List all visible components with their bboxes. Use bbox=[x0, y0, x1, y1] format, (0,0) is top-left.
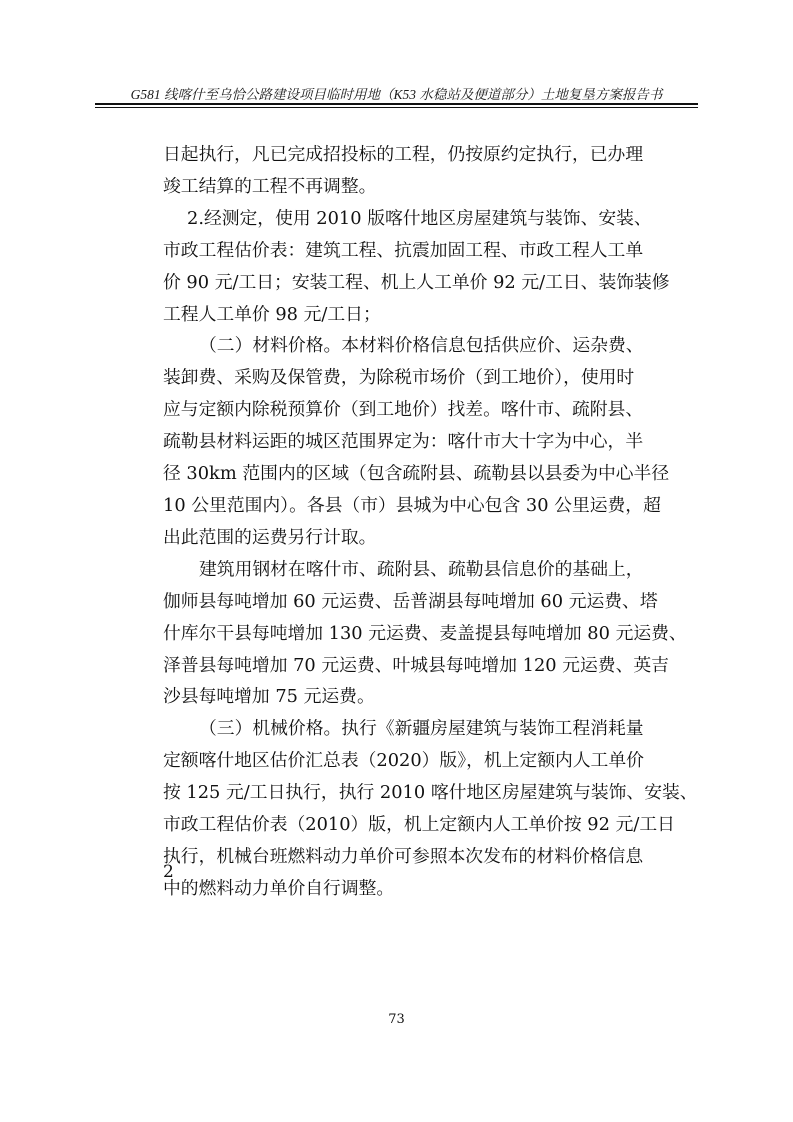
text-line: 价 90 元/工日；安装工程、机上人工单价 92 元/工日、装饰装修 bbox=[163, 271, 670, 293]
text-line: 执行，机械台班燃料动力单价可参照本次发布的材料价格信息 bbox=[163, 845, 644, 867]
text-line: 工程人工单价 98 元/工日； bbox=[163, 303, 381, 325]
text-line: 中的燃料动力单价自行调整。 bbox=[163, 877, 395, 899]
text-line: 日起执行，凡已完成招投标的工程，仍按原约定执行，已办理 bbox=[163, 144, 644, 165]
header-rule-thick bbox=[95, 103, 698, 105]
text-line: 装卸费、采购及保管费，为除税市场价（到工地价），使用时 bbox=[163, 367, 635, 389]
text-line: 按 125 元/工日执行，执行 2010 喀什地区房屋建筑与装饰、安装、 bbox=[163, 782, 698, 804]
header-rule-thin bbox=[95, 107, 698, 108]
text-line: （二）材料价格。本材料价格信息包括供应价、运杂费、 bbox=[199, 335, 644, 357]
text-line: 10 公里范围内）。各县（市）县城为中心包含 30 公里运费，超 bbox=[163, 494, 661, 516]
text-line: 定额喀什地区估价汇总表（2020）版》，机上定额内人工单价 bbox=[163, 750, 644, 772]
text-line: 出此范围的运费另行计取。 bbox=[163, 526, 377, 548]
text-line: 沙县每吨增加 75 元运费。 bbox=[163, 686, 375, 708]
body-text bbox=[163, 139, 698, 905]
text-line: 建筑用钢材在喀什市、疏附县、疏勒县信息价的基础上， bbox=[199, 558, 644, 580]
running-header: G581 线喀什至乌恰公路建设项目临时用地（K53 水稳站及便道部分）土地复垦方案报告书 bbox=[130, 87, 663, 102]
text-line: 径 30km 范围内的区域（包含疏附县、疏勒县以县委为中心半径 bbox=[163, 463, 670, 485]
section-mark: 2 bbox=[163, 862, 174, 882]
text-line: （三）机械价格。执行《新疆房屋建筑与装饰工程消耗量 bbox=[199, 718, 644, 740]
text-line: 市政工程估价表（2010）版，机上定额内人工单价按 92 元/工日 bbox=[163, 814, 675, 836]
text-line: 应与定额内除税预算价（到工地价）找差。喀什市、疏附县、 bbox=[163, 399, 644, 421]
text-line: 疏勒县材料运距的城区范围界定为：喀什市大十字为中心，半 bbox=[163, 431, 644, 453]
text-line: 什库尔干县每吨增加 130 元运费、麦盖提县每吨增加 80 元运费、 bbox=[163, 622, 687, 644]
text-line: 伽师县每吨增加 60 元运费、岳普湖县每吨增加 60 元运费、塔 bbox=[163, 590, 658, 612]
text-line: 竣工结算的工程不再调整。 bbox=[163, 175, 377, 197]
text-line: 泽普县每吨增加 70 元运费、叶城县每吨增加 120 元运费、英吉 bbox=[163, 654, 669, 676]
page-number: 73 bbox=[388, 1012, 405, 1027]
text-line: 市政工程估价表：建筑工程、抗震加固工程、市政工程人工单 bbox=[163, 239, 644, 261]
text-line: 2.经测定，使用 2010 版喀什地区房屋建筑与装饰、安装、 bbox=[187, 207, 652, 229]
